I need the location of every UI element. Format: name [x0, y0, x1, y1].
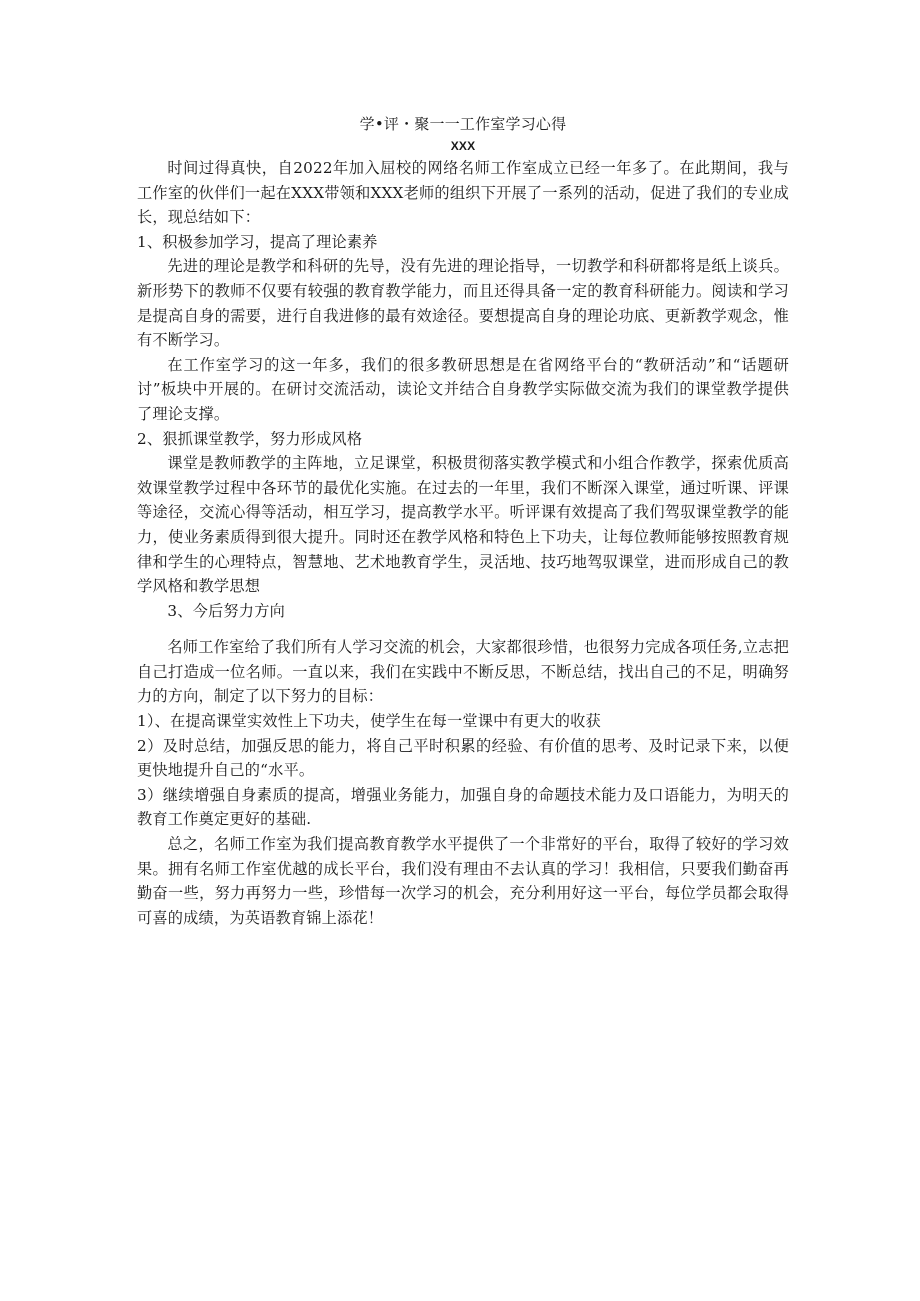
section-3-paragraph-1: 名师工作室给了我们所有人学习交流的机会，大家都很珍惜，也很努力完成各项任务,立志把自己打造成一位名师。一直以来，我们在实践中不断反思，不断总结，找出自己的不足，明确努力的方向，制定了以下努力的目标： — [137, 638, 789, 706]
section-3-heading: 3、今后努力方向 — [167, 601, 285, 620]
conclusion-paragraph: 总之，名师工作室为我们提高教育教学水平提供了一个非常好的平台，取得了较好的学习效果。拥有名师工作室优越的成长平台，我们没有理由不去认真的学习！我相信，只要我们勤奋再勤奋一些，努力再努力一些，珍惜每一次学习的机会，充分利用好这一平台，每位学员都会取得可喜的成绩，为英语教育锦上添花！ — [137, 835, 789, 927]
document-title: 学•评・聚一一工作室学习心得 — [359, 115, 567, 133]
section-1-heading: 1、积极参加学习，提高了理论素养 — [137, 232, 378, 251]
section-2-paragraph-1: 课堂是教师教学的主阵地，立足课堂，积极贯彻落实教学模式和小组合作教学，探索优质高效课堂教学过程中各环节的最优化实施。在过去的一年里，我们不断深入课堂，通过听课、评课等途径，交流心得等活动，相互学习，提高教学水平。听评课有效提高了我们驾驭课堂教学的能力，使业务素质得到很大提升。同时还在教学风格和特色上下功夫，让每位教师能够按照教育规律和学生的心理特点，智慧地、艺术地教育学生，灵活地、技巧地驾驭课堂，进而形成自己的教学风格和教学思想 — [137, 454, 789, 596]
section-2-heading: 2、狠抓课堂教学，努力形成风格 — [137, 429, 363, 448]
intro-paragraph: 时间过得真快，自2022年加入屈校的网络名师工作室成立已经一年多了。在此期间，我与工作室的伙伴们一起在XXX带领和XXX老师的组织下开展了一系列的活动，促进了我们的专业成长，现总结如下： — [137, 159, 789, 227]
section-3-spacer — [137, 623, 789, 635]
goal-item-2: 2）及时总结，加强反思的能力，将自己平时积累的经验、有价值的思考、及时记录下来，以便更快地提升自己的“水平。 — [137, 736, 789, 780]
section-1-paragraph-2: 在工作室学习的这一年多，我们的很多教研思想是在省网络平台的“教研活动”和“话题研讨”板块中开展的。在研讨交流活动，读论文并结合自身教学实际做交流为我们的课堂教学提供了理论支撑。 — [137, 355, 789, 423]
section-1-paragraph-1: 先进的理论是教学和科研的先导，没有先进的理论指导，一切教学和科研都将是纸上谈兵。新形势下的教师不仅要有较强的教育教学能力，而且还得具备一定的教育科研能力。阅读和学习是提高自身的需要，进行自我进修的最有效途径。要想提高自身的理论功底、更新教学观念，惟有不断学习。 — [137, 257, 789, 350]
document-body — [137, 112, 789, 930]
goal-item-3: 3）继续增强自身素质的提高，增强业务能力，加强自身的命题技术能力及口语能力，为明天的教育工作奠定更好的基础. — [137, 785, 789, 829]
goal-item-1: 1）、在提高课堂实效性上下功夫，使学生在每一堂课中有更大的收获 — [137, 712, 601, 731]
document-author: XXX — [450, 139, 476, 153]
